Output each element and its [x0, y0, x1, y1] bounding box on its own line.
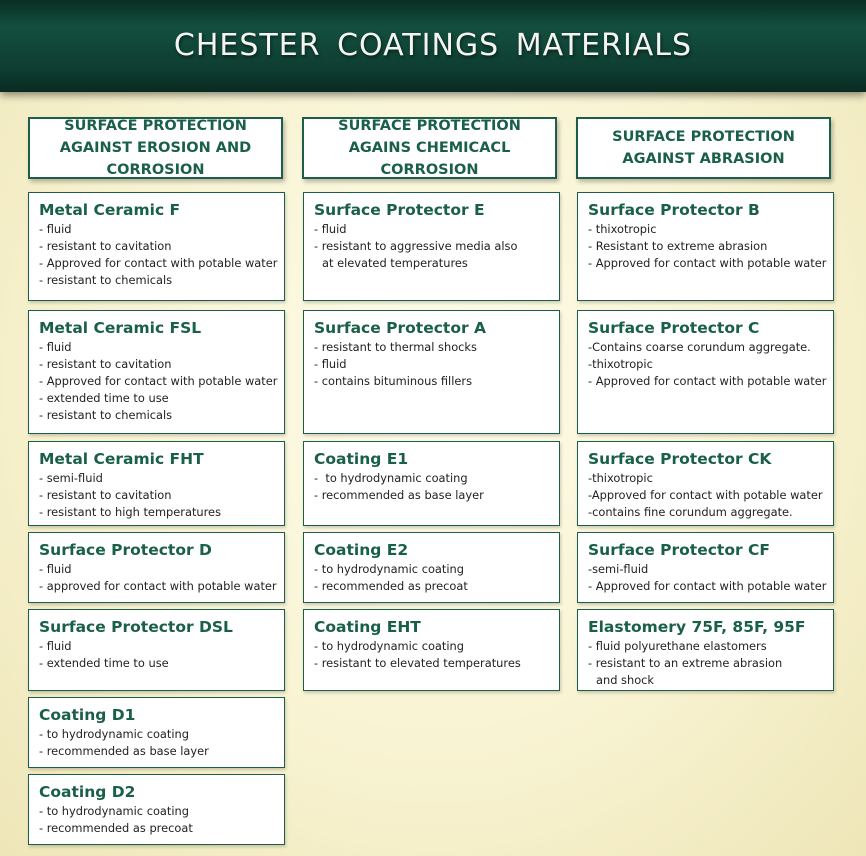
- product-card: [577, 441, 834, 526]
- property-line: - to hydrodynamic coating: [39, 804, 189, 818]
- product-name: Metal Ceramic FSL: [39, 319, 202, 337]
- property-line: - resistant to chemicals: [39, 273, 173, 287]
- product-name: Surface Protector B: [588, 201, 760, 219]
- product-card: [303, 532, 560, 603]
- product-name: Metal Ceramic F: [39, 201, 181, 219]
- property-line: - fluid: [314, 222, 347, 236]
- product-card: [303, 609, 560, 691]
- property-line: -thixotropic: [588, 471, 653, 485]
- property-line: - resistant to cavitation: [39, 357, 172, 371]
- property-line: - extended time to use: [39, 391, 169, 405]
- property-line: -thixotropic: [588, 357, 653, 371]
- property-line: - fluid: [39, 222, 72, 236]
- product-name: Metal Ceramic FHT: [39, 450, 204, 468]
- property-line: - Approved for contact with potable water: [39, 374, 278, 388]
- property-line: - to hydrodynamic coating: [314, 471, 468, 485]
- product-card: [577, 609, 834, 691]
- property-line: - extended time to use: [39, 656, 169, 670]
- product-name: Coating E1: [314, 450, 409, 468]
- property-line: -contains fine corundum aggregate.: [588, 505, 793, 519]
- property-line: - fluid: [314, 357, 347, 371]
- property-line: - to hydrodynamic coating: [314, 639, 464, 653]
- product-card: [303, 441, 560, 526]
- property-line: - resistant to chemicals: [39, 408, 173, 422]
- product-name: Surface Protector CK: [588, 450, 772, 468]
- property-line: - resistant to high temperatures: [39, 505, 221, 519]
- property-line: -semi-fluid: [588, 562, 649, 576]
- property-line: -Approved for contact with potable water: [588, 488, 823, 502]
- property-line: - fluid: [39, 340, 72, 354]
- product-card: [28, 697, 285, 768]
- property-line: - Approved for contact with potable water: [39, 256, 278, 270]
- product-card: [28, 532, 285, 603]
- product-name: Surface Protector DSL: [39, 618, 233, 636]
- property-line: at elevated temperatures: [322, 256, 468, 270]
- product-name: Surface Protector C: [588, 319, 760, 337]
- product-card: [577, 310, 834, 434]
- property-line: -Contains coarse corundum aggregate.: [588, 340, 811, 354]
- property-line: - recommended as base layer: [314, 488, 484, 502]
- property-line: - resistant to elevated temperatures: [314, 656, 521, 670]
- property-line: - recommended as precoat: [39, 821, 193, 835]
- page-title: CHESTER COATINGS MATERIALS: [173, 28, 693, 63]
- property-line: - to hydrodynamic coating: [314, 562, 464, 576]
- property-line: - Approved for contact with potable water: [588, 256, 827, 270]
- product-card: [28, 310, 285, 434]
- product-card: [28, 609, 285, 691]
- property-line: and shock: [596, 673, 655, 687]
- product-card: [303, 192, 560, 301]
- product-card: [28, 774, 285, 845]
- product-name: Surface Protector E: [314, 201, 485, 219]
- product-card: [303, 310, 560, 434]
- property-line: - fluid: [39, 639, 72, 653]
- column-heading-erosion: SURFACE PROTECTION AGAINST EROSION AND CORROSION: [28, 117, 283, 179]
- property-line: - resistant to aggressive media also: [314, 239, 518, 253]
- title-banner: [0, 0, 866, 92]
- property-line: - fluid: [39, 562, 72, 576]
- property-line: - resistant to an extreme abrasion: [588, 656, 783, 670]
- product-card: [28, 192, 285, 301]
- property-line: - contains bituminous fillers: [314, 374, 473, 388]
- column-heading-abrasion: SURFACE PROTECTION AGAINST ABRASION: [576, 117, 831, 179]
- property-line: - thixotropic: [588, 222, 657, 236]
- property-line: - to hydrodynamic coating: [39, 727, 189, 741]
- property-line: - recommended as base layer: [39, 744, 209, 758]
- property-line: - semi-fluid: [39, 471, 103, 485]
- product-card: [577, 192, 834, 301]
- product-name: Surface Protector CF: [588, 541, 770, 559]
- product-name: Coating EHT: [314, 618, 421, 636]
- product-name: Coating E2: [314, 541, 409, 559]
- property-line: - Approved for contact with potable water: [588, 579, 827, 593]
- property-line: - resistant to cavitation: [39, 488, 172, 502]
- property-line: - resistant to cavitation: [39, 239, 172, 253]
- product-name: Coating D1: [39, 706, 136, 724]
- product-name: Surface Protector A: [314, 319, 486, 337]
- property-line: - approved for contact with potable water: [39, 579, 277, 593]
- product-name: Elastomery 75F, 85F, 95F: [588, 618, 806, 636]
- product-name: Coating D2: [39, 783, 136, 801]
- property-line: - resistant to thermal shocks: [314, 340, 477, 354]
- property-line: - Approved for contact with potable water: [588, 374, 827, 388]
- column-heading-chemical: SURFACE PROTECTION AGAINS CHEMICACL CORROSION: [302, 117, 557, 179]
- product-card: [28, 441, 285, 526]
- product-card: [577, 532, 834, 603]
- property-line: - recommended as precoat: [314, 579, 468, 593]
- property-line: - Resistant to extreme abrasion: [588, 239, 768, 253]
- property-line: - fluid polyurethane elastomers: [588, 639, 767, 653]
- product-name: Surface Protector D: [39, 541, 212, 559]
